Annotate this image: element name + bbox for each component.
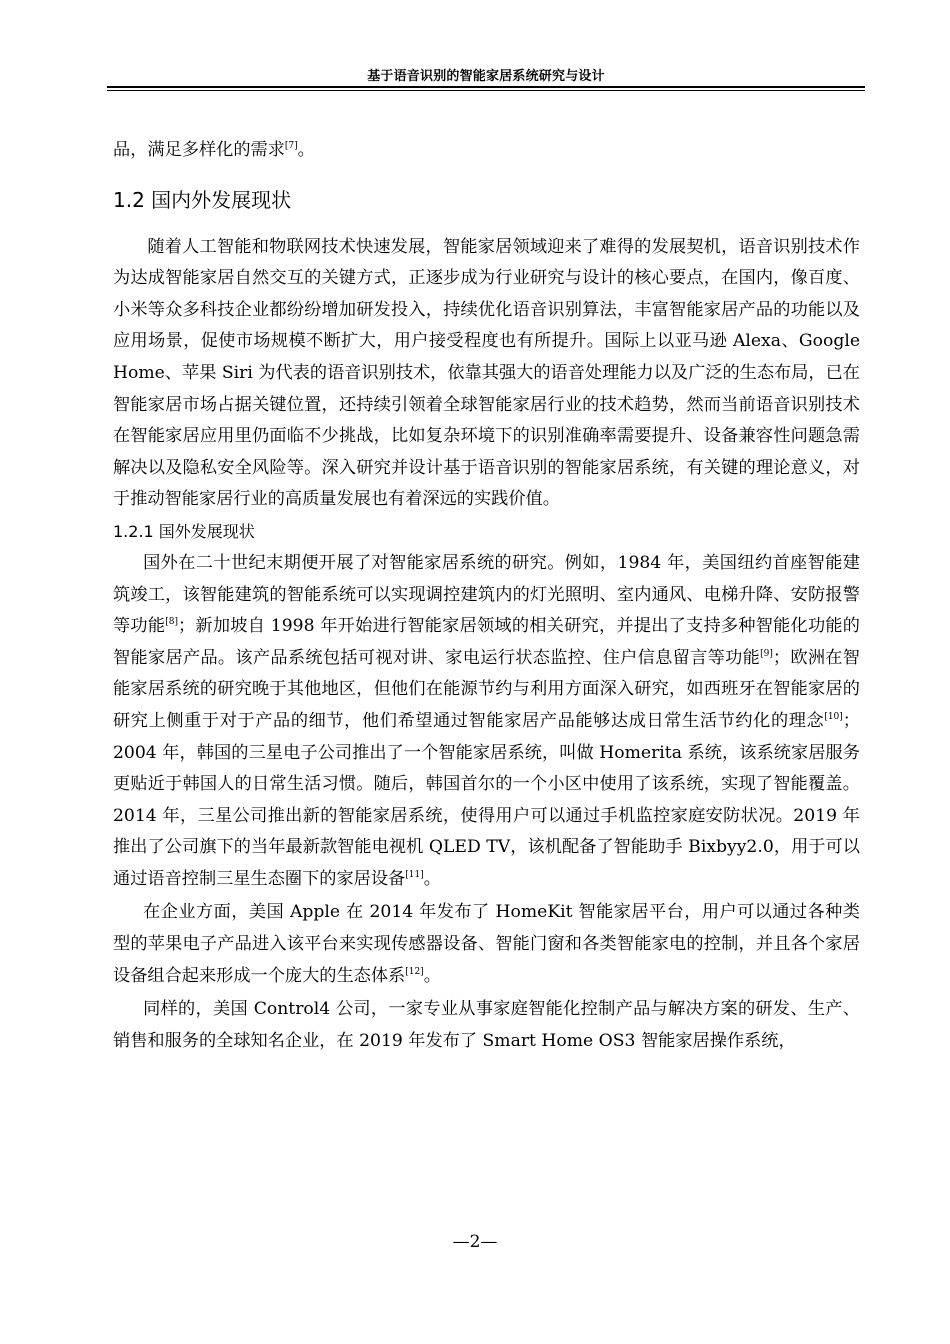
header-title: 基于语音识别的智能家居系统研究与设计 bbox=[367, 69, 605, 84]
citation: [7] bbox=[284, 141, 298, 151]
paragraph-text: 。 bbox=[297, 140, 315, 160]
paragraph-continuation bbox=[113, 135, 860, 167]
paragraph-text: 品，满足多样化的需求 bbox=[113, 140, 285, 160]
paragraph-text: ；新加坡自 1998 年开始进行智能家居领域的相关研究，并提出了支持多种智能化功能的智能家居产品。该产品系统包括可视对讲、家电运行状态监控、住户信息留言等功能 bbox=[113, 616, 860, 668]
paragraph-control4: 同样的，美国 Control4 公司，一家专业从事家庭智能化控制产品与解决方案的研发、生产、销售和服务的全球知名企业，在 2019 年发布了 Smart Home OS3 智能家居操作系统， bbox=[113, 999, 860, 1051]
page-header bbox=[107, 62, 865, 92]
paragraph-text: ；欧洲在智能家居系统的研究晚于其他地区，但他们在能源节约与利用方面深入研究，如西班牙在智能家居的研究上侧重于对于产品的细节，他们希望通过智能家居产品能够达成日常生活节约化的理念 bbox=[113, 647, 860, 731]
paragraph-text: ；2004 年，韩国的三星电子公司推出了一个智能家居系统，叫做 Homerita 系统，该系统家居服务更贴近于韩国人的日常生活习惯。随后，韩国首尔的一个小区中使用了该系统，实现了智能覆盖。2014 年，三星公司推出新的智能家居系统，使得用户可以通过手机监控家庭安防状况。2019 年推出了公司旗下的当年最新款智能电视机 QLED TV，该机配备了智能助手 Bixbyy2.0，用于可以通过语音控制三星生态圈下的家居设备 bbox=[113, 710, 860, 889]
paragraph-text: 在企业方面，美国 Apple 在 2014 年发布了 HomeKit 智能家居平台，用户可以通过各种类型的苹果电子产品进入该平台来实现传感器设备、智能门窗和各类智能家电的控制，并且各个家居设备组合起来形成一个庞大的生态体系 bbox=[113, 902, 860, 986]
citation: [8] bbox=[165, 617, 179, 628]
section-heading-1-2: 1.2 国内外发展现状 bbox=[113, 187, 292, 212]
paragraph-intro: 随着人工智能和物联网技术快速发展，智能家居领域迎来了难得的发展契机，语音识别技术作为达成智能家居自然交互的关键方式，正逐步成为行业研究与设计的核心要点，在国内，像百度、小米等众多科技企业都纷纷增加研发投入，持续优化语音识别算法，丰富智能家居产品的功能以及应用场景，促使市场规模不断扩大，用户接受程度也有所提升。国际上以亚马逊 Alexa、Google Home、苹果 Siri 为代表的语音识别技术，依靠其强大的语音处理能力以及广泛的生态布局，已在智能家居市场占据关键位置，还持续引领着全球智能家居行业的技术趋势，然而当前语音识别技术在智能家居应用里仍面临不少挑战，比如复杂环境下的识别准确率需要提升、设备兼容性问题急需解决以及隐私安全风险等。深入研究并设计基于语音识别的智能家居系统，有关键的理论意义，对于推动智能家居行业的高质量发展也有着深远的实践价值。 bbox=[113, 236, 860, 510]
paragraph-text: 。 bbox=[423, 965, 441, 986]
header-rule-thin bbox=[107, 90, 865, 91]
page-number: —2— bbox=[452, 1232, 498, 1252]
document-body bbox=[113, 135, 860, 1057]
paragraph-text: 国外在二十世纪末期便开展了对智能家居系统的研究。例如，1984 年，美国纽约首座智能建筑竣工，该智能建筑的智能系统可以实现调控建筑内的灯光照明、室内通风、电梯升降、安防报警等功能 bbox=[113, 552, 860, 637]
paragraph-foreign-history bbox=[113, 548, 860, 896]
citation: [11] bbox=[405, 869, 424, 880]
citation: [10] bbox=[824, 711, 843, 722]
header-rule-thick bbox=[107, 86, 865, 88]
citation: [12] bbox=[405, 966, 424, 977]
subsection-heading-1-2-1: 1.2.1 国外发展现状 bbox=[113, 521, 255, 541]
citation: [9] bbox=[760, 648, 773, 659]
paragraph-text: 。 bbox=[423, 868, 441, 889]
paragraph-apple bbox=[113, 897, 860, 992]
